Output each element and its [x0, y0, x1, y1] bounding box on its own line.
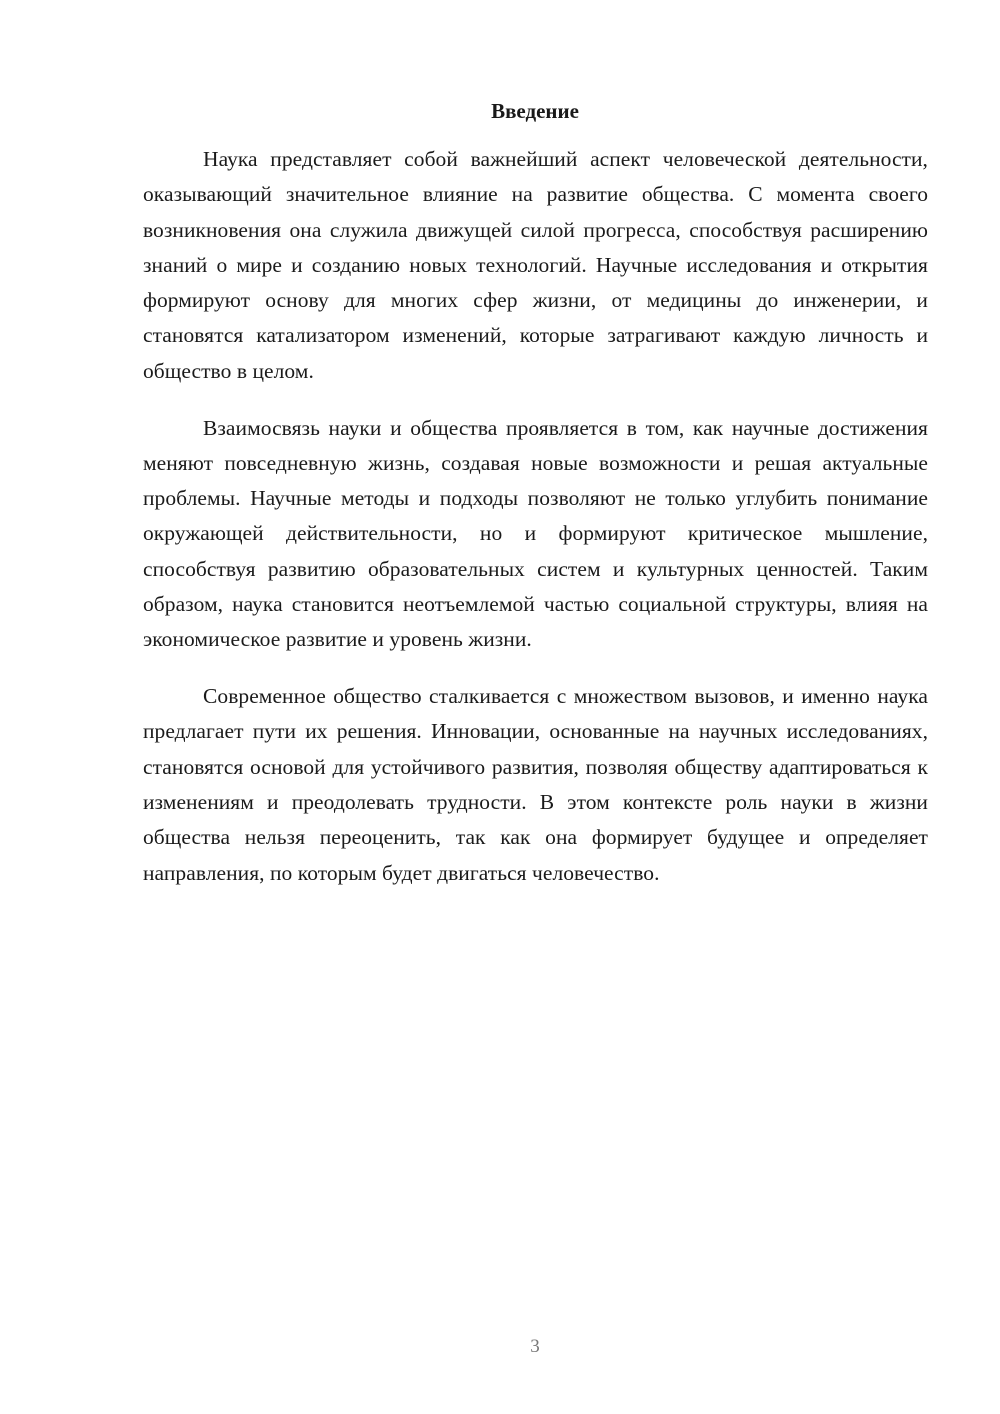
body-text — [143, 142, 928, 891]
paragraph-2: Взаимосвязь науки и общества проявляется в том, как научные достижения меняют повседневную жизнь, создавая новые возможности и решая актуальные проблемы. Научные методы и подходы позволяют не только углубить понимание окружающей действительности, но и формируют критическое мышление, способствуя развитию образовательных систем и культурных ценностей. Таким образом, наука становится неотъемлемой частью социальной структуры, влияя на экономическое развитие и уровень жизни. — [143, 415, 928, 652]
section-heading: Введение — [491, 99, 579, 123]
paragraph-1: Наука представляет собой важнейший аспект человеческой деятельности, оказывающий значительное влияние на развитие общества. С момента своего возникновения она служила движущей силой прогресса, способствуя расширению знаний о мире и созданию новых технологий. Научные исследования и открытия формируют основу для многих сфер жизни, от медицины до инженерии, и становятся катализатором изменений, которые затрагивают каждую личность и общество в целом. — [143, 147, 928, 383]
page-number: 3 — [530, 1336, 540, 1357]
paragraph-3: Современное общество сталкивается с множеством вызовов, и именно наука предлагает пути их решения. Инновации, основанные на научных исследованиях, становятся основой для устойчивого развития, позволяя обществу адаптироваться к изменениям и преодолевать трудности. В этом контексте роль науки в жизни общества нельзя переоценить, так как она формирует будущее и определяет направления, по которым будет двигаться человечество. — [143, 684, 928, 885]
